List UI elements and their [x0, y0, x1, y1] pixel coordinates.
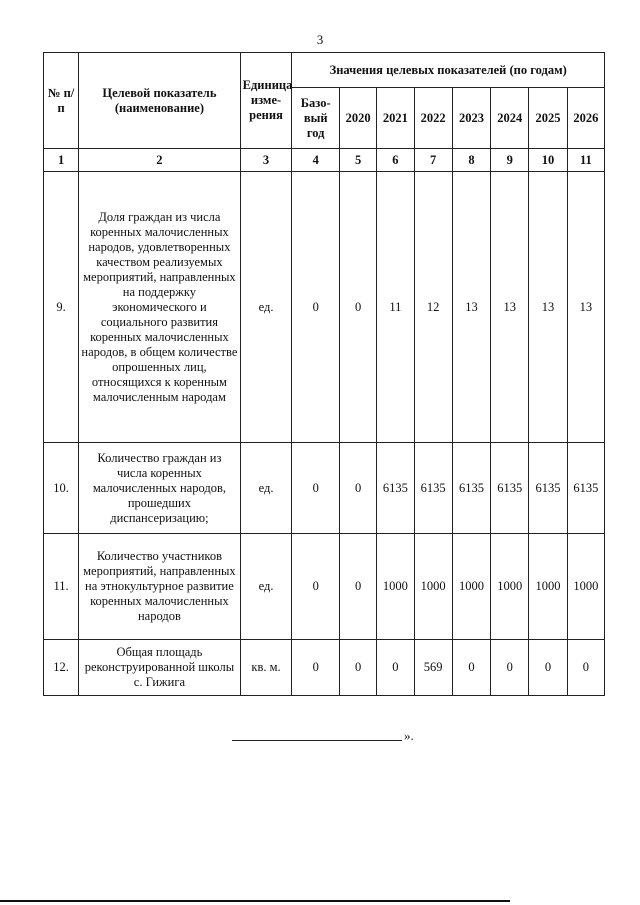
row-value: 1000	[377, 534, 414, 640]
header-year: 2021	[377, 88, 414, 149]
row-unit: ед.	[240, 534, 292, 640]
row-value: 13	[491, 172, 529, 443]
header-unit: Единица изме-рения	[240, 53, 292, 149]
column-index: 11	[567, 149, 604, 172]
row-value: 1000	[529, 534, 567, 640]
column-index: 5	[340, 149, 377, 172]
row-value: 13	[452, 172, 490, 443]
header-year: 2020	[340, 88, 377, 149]
row-value: 1000	[491, 534, 529, 640]
row-value: 569	[414, 640, 452, 696]
header-year: 2026	[567, 88, 604, 149]
header-indicator: Целевой показатель (наименование)	[79, 53, 240, 149]
row-unit: ед.	[240, 443, 292, 534]
closing-underline	[232, 740, 402, 741]
column-index: 3	[240, 149, 292, 172]
header-year: 2025	[529, 88, 567, 149]
row-value: 12	[414, 172, 452, 443]
row-value: 0	[292, 443, 340, 534]
row-value: 6135	[491, 443, 529, 534]
row-value: 1000	[452, 534, 490, 640]
column-index: 9	[491, 149, 529, 172]
header-year: 2023	[452, 88, 490, 149]
closing-line	[232, 728, 432, 742]
row-value: 11	[377, 172, 414, 443]
page-bottom-rule	[0, 900, 510, 902]
row-value: 6135	[529, 443, 567, 534]
closing-quote-mark: ».	[404, 728, 414, 743]
row-unit: кв. м.	[240, 640, 292, 696]
column-index: 2	[79, 149, 240, 172]
row-value: 0	[491, 640, 529, 696]
column-index: 4	[292, 149, 340, 172]
row-value: 0	[452, 640, 490, 696]
table-row	[44, 534, 605, 640]
page-number: 3	[316, 32, 324, 47]
header-values-title: Значения целевых показателей (по годам)	[292, 53, 605, 88]
column-index: 1	[44, 149, 79, 172]
row-value: 13	[529, 172, 567, 443]
table-row	[44, 172, 605, 443]
row-value: 1000	[567, 534, 604, 640]
row-value: 6135	[567, 443, 604, 534]
row-value: 0	[340, 640, 377, 696]
row-num: 12.	[44, 640, 79, 696]
row-indicator-name: Количество граждан из числа коренных малочисленных народов, прошедших диспансеризацию;	[79, 443, 240, 534]
table-row	[44, 443, 605, 534]
column-index: 8	[452, 149, 490, 172]
row-value: 0	[340, 534, 377, 640]
column-index: 10	[529, 149, 567, 172]
row-indicator-name: Общая площадь реконструированной школы с. Гижига	[79, 640, 240, 696]
row-value: 6135	[452, 443, 490, 534]
row-value: 13	[567, 172, 604, 443]
target-indicators-table	[43, 52, 605, 696]
column-index-row	[44, 149, 605, 172]
row-value: 6135	[414, 443, 452, 534]
row-unit: ед.	[240, 172, 292, 443]
row-num: 9.	[44, 172, 79, 443]
row-value: 0	[292, 534, 340, 640]
header-base-year: Базо-вый год	[292, 88, 340, 149]
table-row	[44, 640, 605, 696]
header-year: 2024	[491, 88, 529, 149]
row-value: 0	[340, 443, 377, 534]
column-index: 6	[377, 149, 414, 172]
row-value: 0	[292, 172, 340, 443]
row-value: 0	[292, 640, 340, 696]
row-num: 11.	[44, 534, 79, 640]
header-year: 2022	[414, 88, 452, 149]
row-value: 0	[340, 172, 377, 443]
row-value: 0	[377, 640, 414, 696]
column-index: 7	[414, 149, 452, 172]
row-indicator-name: Количество участников мероприятий, направленных на этнокультурное развитие коренных малочисленных народов	[79, 534, 240, 640]
row-value: 1000	[414, 534, 452, 640]
header-num: № п/п	[44, 53, 79, 149]
row-num: 10.	[44, 443, 79, 534]
row-value: 0	[529, 640, 567, 696]
row-value: 6135	[377, 443, 414, 534]
row-value: 0	[567, 640, 604, 696]
row-indicator-name: Доля граждан из числа коренных малочисленных народов, удовлетворенных качеством реализуемых мероприятий, направленных на поддержку экономического и социального развития коренных малочисленных народов, в общем количестве опрошенных лиц, относящихся к коренным малочисленным народам	[79, 172, 240, 443]
